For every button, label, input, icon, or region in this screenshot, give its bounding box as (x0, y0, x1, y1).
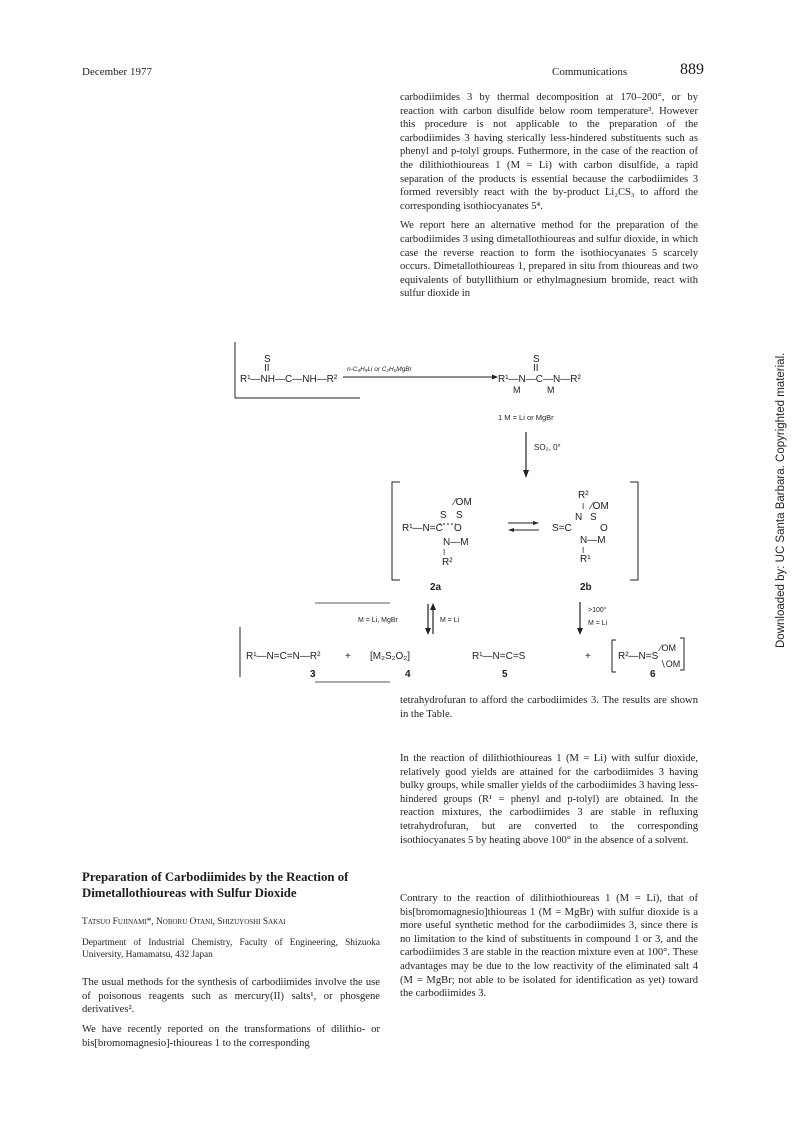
label-2a: 2a (430, 582, 442, 593)
paragraph: The usual methods for the synthesis of carbodiimides involve the use of poisonous reagents such as mercury(II) salts¹, or phosgene derivatives². (82, 977, 380, 1016)
svg-text:M: M (547, 385, 555, 395)
article-title: Preparation of Carbodiimides by the Reaction of Dimetallothioureas with Sulfur Dioxide (82, 870, 349, 900)
running-section: Communications (552, 66, 628, 78)
svg-text:N—M: N—M (580, 535, 606, 546)
thiourea-structure (240, 354, 338, 385)
svg-text:S: S (264, 354, 271, 365)
label-4: 4 (405, 669, 411, 680)
article-affiliation: Department of Industrial Chemistry, Faculty of Engineering, Shizuoka University, Hamamatsu, 432 Japan (82, 938, 380, 960)
equilibrium-arrows (508, 521, 539, 532)
svg-text:M: M (513, 385, 521, 395)
svg-text:S=C: S=C (552, 523, 572, 534)
right-after-scheme: tetrahydrofuran to afford the carbodiimides 3. The results are shown in the Table. (400, 695, 698, 720)
product-4: [M₂S₂O₂] (370, 651, 410, 662)
intermediate-2b (552, 490, 609, 565)
svg-text:R¹: R¹ (580, 554, 591, 565)
plus-sign: + (345, 651, 351, 662)
paragraph: carbodiimides 3 by thermal decomposition at 170–200°, or by reaction with carbon disulfide below room temperature³. However this procedure is not applicable to the preparation of the carbodiimides 3 having sterically less-hindered substituents such as phenyl and p-tolyl groups. Futhermore, in the case of the reaction of the dilithiothioureas 1 (M = Li) with carbon disulfide, a rapid separation of the products is essential because the carbodiimides 3 formed reversibly react with the by-product Li₂CS₃ to afford the corresponding isothiocyanates 5⁴. (400, 92, 698, 212)
paragraph: We report here an alternative method for the preparation of the carbodiimides 3 using dimetallothioureas and sulfur dioxide, in which case the reverse reaction to form the isothiocyanates 5 scarcely occurs. Dimetallothioureas 1, prepared in situ from thioureas and two equivalents of butyllithium or ethylmagnesium bromide, react with sulfur dioxide in (400, 220, 698, 300)
svg-text:⁄OM: ⁄OM (591, 501, 609, 512)
svg-text:S: S (533, 354, 540, 365)
svg-text:S: S (456, 510, 463, 521)
svg-text:n-C₄H₉Li or C₂H₅MgBr: n-C₄H₉Li or C₂H₅MgBr (347, 366, 412, 373)
page-number: 889 (680, 61, 704, 78)
bracket-right (630, 482, 638, 580)
condition-left: M = Li, MgBr (358, 617, 398, 624)
svg-text:R¹—N=C: R¹—N=C (402, 523, 443, 534)
bracket-left (392, 482, 400, 580)
reaction-scheme (230, 340, 700, 685)
article-authors: Tatsuo Fujinami*, Noboru Otani, Shizuyoshi Sakai (82, 917, 286, 927)
paragraph: We have recently reported on the transformations of dilithio- or bis[bromomagnesio]-thioureas 1 to the corresponding (82, 1024, 380, 1049)
intermediate-2a (402, 497, 472, 568)
svg-text:N: N (575, 512, 583, 523)
svg-text:S: S (590, 512, 597, 523)
svg-text:⁄OM: ⁄OM (660, 643, 677, 653)
running-date: December 1977 (82, 66, 152, 78)
condition-left-2: M = Li (440, 617, 460, 624)
svg-text:R²—N=S: R²—N=S (618, 651, 659, 662)
svg-text:⁄OM: ⁄OM (454, 497, 472, 508)
label-5: 5 (502, 669, 508, 680)
svg-text:O: O (454, 523, 462, 534)
svg-text:S: S (440, 510, 447, 521)
condition-right-1: >100° (588, 607, 607, 614)
condition-so2: SO₂, 0° (534, 443, 561, 452)
right-column-top (400, 91, 698, 301)
svg-text:∖OM: ∖OM (660, 659, 681, 669)
condition-right-2: M = Li (588, 620, 608, 627)
condition-1: 1 M = Li or MgBr (498, 413, 554, 422)
right-column-bottom: Contrary to the reaction of dilithiothioureas 1 (M = Li), that of bis[bromomagnesio]thioureas 1 (M = MgBr) with sulfur dioxide is a more useful synthetic method for the carbodiimides 3, since there is no limitation to the kind of substituents in compound 1 or 3, and the carbodiimides 3 are stable in the reaction mixture even at 100°. These advantages may be due to the low reactivity of the eliminated salt 4 (M = MgBr; not able to be isolated for identification as yet) toward the carbodiimides 3. (400, 893, 698, 1000)
reagent-arrow (343, 366, 498, 380)
svg-text:I: I (582, 546, 585, 555)
svg-text:I: I (582, 502, 585, 511)
label-2b: 2b (580, 582, 592, 593)
download-notice: Downloaded by: UC Santa Barbara. Copyrighted material. (775, 352, 787, 648)
svg-text:N—M: N—M (443, 537, 469, 548)
svg-text:II: II (264, 363, 270, 374)
svg-text:R¹—N—C—N—R²: R¹—N—C—N—R² (498, 374, 581, 385)
svg-text:R²: R² (442, 557, 453, 568)
dimetallothiourea-structure (498, 354, 581, 395)
svg-text:II: II (533, 363, 539, 374)
label-6: 6 (650, 669, 656, 680)
label-3: 3 (310, 669, 316, 680)
svg-text:O: O (600, 523, 608, 534)
product-6 (612, 638, 684, 672)
plus-sign: + (585, 651, 591, 662)
svg-text:R²: R² (578, 490, 589, 501)
right-column-mid: In the reaction of dilithiothioureas 1 (M = Li) with sulfur dioxide, relatively good yields are attained for the carbodiimides 3 having bulky groups, while smaller yields of the carbodiimides 3 having less-hindered groups (R¹ = phenyl and p-tolyl) are obtained. In the reaction mixtures, the carbodiimides 3 are stable in refluxing tetrahydrofuran, but are converted to the corresponding isothiocyanates 5 by heating above 100° in the absence of a solvent. (400, 753, 698, 846)
svg-text:R¹—NH—C—NH—R²: R¹—NH—C—NH—R² (240, 374, 338, 385)
svg-text:I: I (443, 548, 446, 557)
product-5: R¹—N=C=S (472, 651, 526, 662)
product-3: R¹—N=C=N—R² (246, 651, 321, 662)
